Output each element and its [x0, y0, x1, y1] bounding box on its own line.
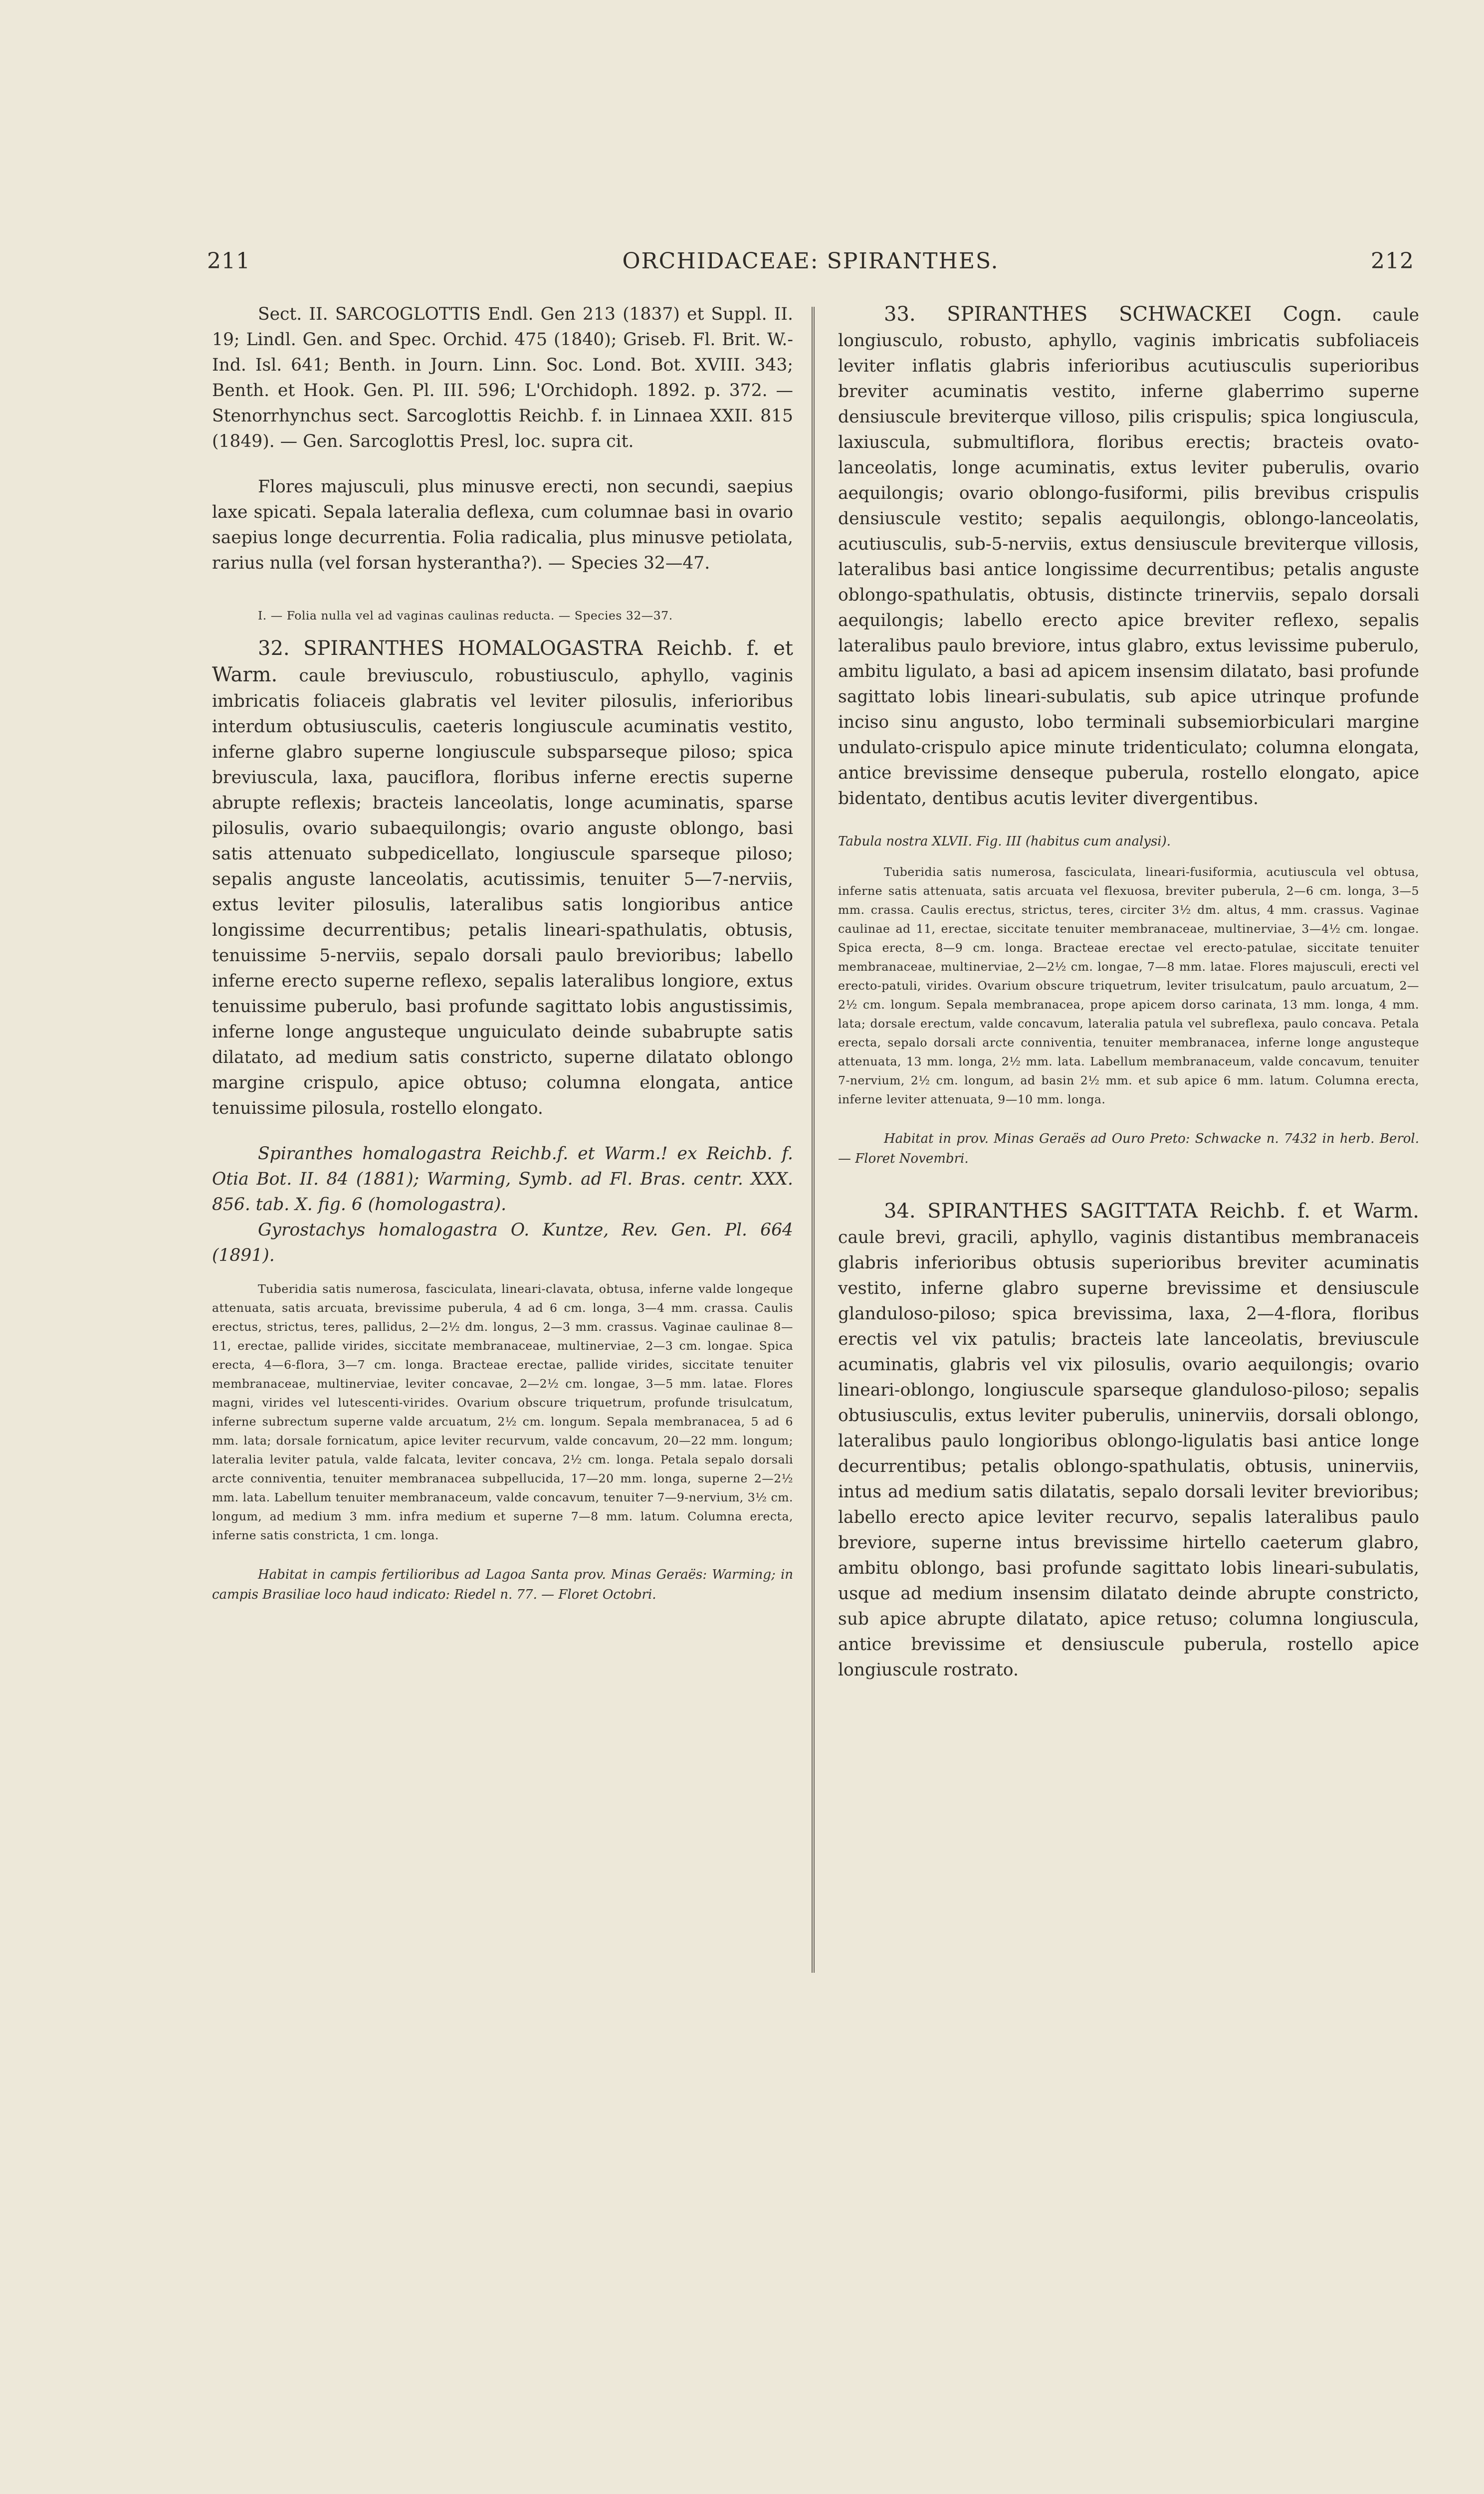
species-32-heading: 32. SPIRANTHES HOMALOGASTRA Reichb. f. et Warm. — [212, 637, 793, 686]
section-citation: Sect. II. SARCOGLOTTIS Endl. Gen 213 (1837) et Suppl. II. 19; Lindl. Gen. and Spec. Orchid. 475 (1840); Griseb. Fl. Brit. W.-Ind. Isl. 641; Benth. in Journ. Linn. Soc. Lond. Bot. XVIII. 343; Benth. et Hook. Gen. Pl. III. 596; L'Orchidoph. 1892. p. 372. — Stenorrhynchus sect. Sarcoglottis Reichb. f. in Linnaea XXII. 815 (1849). — Gen. Sarcoglottis Presl, loc. supra cit. — [212, 304, 793, 451]
page-number-right: 212 — [1371, 248, 1414, 274]
species-32-habitat: Habitat in campis fertilioribus ad Lagoa Santa prov. Minas Geraës: Warming; in campis Brasiliae loco haud indicato: Riedel n. 77. — Floret Octobri. — [212, 1567, 793, 1602]
plate-reference: Tabula nostra XLVII. Fig. III (habitus cum analysi). — [838, 834, 1171, 849]
running-title: ORCHIDACEAE: SPIRANTHES. — [622, 248, 999, 274]
species-34-entry — [838, 1199, 1419, 1683]
section-description: Flores majusculi, plus minusve erecti, non secundi, saepius laxe spicati. Sepala lateralia deflexa, cum columnae basi in ovario saepius longe decurrentia. Folia radicalia, plus minusve petiolata, rarius nulla (vel forsan hysterantha?). — Species 32—47. — [212, 477, 793, 573]
column-divider — [812, 307, 815, 1973]
species-33-entry — [838, 302, 1419, 812]
species-33-heading: 33. SPIRANTHES SCHWACKEI Cogn. — [884, 303, 1342, 326]
species-33-diagnosis: caule longiusculo, robusto, aphyllo, vaginis imbricatis subfoliaceis leviter inflatis glabris inferioribus acutiusculis superioribus breviter acuminatis vestito, inferne glaberrimo superne densiuscule breviterque villoso, pilis crispulis; spica longiuscula, laxiuscula, submultiflora, floribus erectis; bracteis ovato-lanceolatis, longe acuminatis, extus leviter puberulis, ovario aequilongis; ovario oblongo-fusiformi, pilis brevibus crispulis densiuscule vestito; sepalis aequilongis, oblongo-lanceolatis, acutiusculis, sub-5-nerviis, extus densiuscule breviterque villosis, lateralibus basi antice longissime decurrentibus; petalis anguste oblongo-spathulatis, obtusis, distincte trinerviis, sepalo dorsali aequilongis; labello erecto apice breviter reflexo, sepalis lateralibus paulo breviore, intus glabro, extus levissime puberulo, ambitu ligulato, a basi ad apicem insensim dilatato, basi profunde sagittato lobis lineari-subulatis, sub apice utrinque profunde inciso sinu angusto, lobo terminali subsemiorbiculari margine undulato-crispulo apice minute tridenticulato; columna elongata, antice brevissime denseque puberula, rostello elongato, apice bidentato, dentibus acutis leviter divergentibus. — [838, 305, 1420, 809]
species-32-synonym-1: Spiranthes homalogastra Reichb.f. et Warm.! ex Reichb. f. Otia Bot. II. 84 (1881); Warming, Symb. ad Fl. Bras. centr. XXX. 856. tab. X. fig. 6 (homologastra). — [212, 1144, 793, 1215]
key-entry: I. — Folia nulla vel ad vaginas caulinas reducta. — Species 32—37. — [258, 609, 673, 623]
species-32-description: Tuberidia satis numerosa, fasciculata, lineari-clavata, obtusa, inferne valde longeque attenuata, satis arcuata, brevissime puberula, 4 ad 6 cm. longa, 3—4 mm. crassa. Caulis erectus, strictus, teres, pallidus, 2—2½ dm. longus, 2—3 mm. crassus. Vaginae caulinae 8—11, erectae, pallide virides, siccitate membranaceae, multinerviae, 2—3 cm. longae. Spica erecta, 4—6-flora, 3—7 cm. longa. Bracteae erectae, pallide virides, siccitate tenuiter membranaceae, multinerviae, leviter concavae, 2—2½ cm. longae, 3—5 mm. latae. Flores magni, virides vel lutescenti-virides. Ovarium obscure triquetrum, profunde trisulcatum, inferne subrectum superne valde arcuatum, 2½ cm. longum. Sepala membranacea, 5 ad 6 mm. lata; dorsale fornicatum, apice leviter recurvum, valde concavum, 20—22 mm. longum; lateralia leviter patula, valde falcata, leviter concava, 2½ cm. longa. Petala sepalo dorsali arcte conniventia, tenuiter membranacea subpellucida, 17—20 mm. longa, superne 2—2½ mm. lata. Labellum tenuiter membranaceum, valde concavum, tenuiter 7—9-nervium, 3½ cm. longum, ad medium 3 mm. infra medium et superne 7—8 mm. latum. Columna erecta, inferne satis constricta, 1 cm. longa. — [212, 1282, 793, 1542]
species-33-habitat: Habitat in prov. Minas Geraës ad Ouro Preto: Schwacke n. 7432 in herb. Berol. — Floret Novembri. — [838, 1131, 1419, 1166]
page-number-left: 211 — [207, 248, 250, 274]
species-32-entry — [212, 636, 793, 1121]
species-32-diagnosis: caule breviusculo, robustiusculo, aphyllo, vaginis imbricatis foliaceis glabratis vel leviter pilosulis, inferioribus interdum obtusiusculis, caeteris longiuscule acuminatis vestito, inferne glabro superne longiuscule subsparseque piloso; spica breviuscula, laxa, pauciflora, floribus inferne erectis superne abrupte reflexis; bracteis lanceolatis, longe acuminatis, sparse pilosulis, ovario subaequilongis; ovario anguste oblongo, basi satis attenuato subpedicellato, longiuscule sparseque piloso; sepalis anguste lanceolatis, acutissimis, tenuiter 5—7-nerviis, extus leviter pilosulis, lateralibus satis longioribus antice longissime decurrentibus; petalis lineari-spathulatis, obtusis, tenuissime 5-nerviis, sepalo dorsali paulo brevioribus; labello inferne erecto superne reflexo, sepalis lateralibus longiore, extus tenuissime puberulo, basi profunde sagittato lobis angustissimis, inferne longe angusteque unguiculato deinde subabrupte satis dilatato, ad medium satis constricto, superne dilatato oblongo margine crispulo, apice obtuso; columna elongata, antice tenuissime pilosula, rostello elongato. — [212, 666, 793, 1118]
species-34-heading: 34. SPIRANTHES SAGITTATA Reichb. f. et Warm. — [884, 1200, 1419, 1223]
running-header — [207, 248, 1414, 283]
species-34-diagnosis: caule brevi, gracili, aphyllo, vaginis distantibus membranaceis glabris inferioribus obtusis superioribus breviter acuminatis vestito, inferne glabro superne brevissime et densiuscule glanduloso-piloso; spica brevissima, laxa, 2—4-flora, floribus erectis vel vix patulis; bracteis late lanceolatis, breviuscule acuminatis, glabris vel vix pilosulis, ovario aequilongis; ovario lineari-oblongo, longiuscule sparseque glanduloso-piloso; sepalis obtusiusculis, extus leviter puberulis, uninerviis, dorsali oblongo, lateralibus paulo longioribus oblongo-ligulatis basi antice longe decurrentibus; petalis oblongo-spathulatis, obtusis, uninerviis, intus ad medium satis dilatatis, sepalo dorsali leviter brevioribus; labello erecto apice leviter recurvo, sepalis lateralibus paulo breviore, superne intus brevissime hirtello caeterum glabro, ambitu oblongo, basi profunde sagittato lobis lineari-subulatis, usque ad medium insensim dilatato deinde abrupte constricto, sub apice abrupte dilatato, apice retuso; columna longiuscula, antice brevissime et densiuscule puberula, rostello apice longiuscule rostrato. — [838, 1228, 1419, 1680]
left-column — [212, 302, 793, 1605]
right-column — [838, 302, 1419, 1683]
species-32-synonym-2: Gyrostachys homalogastra O. Kuntze, Rev. Gen. Pl. 664 (1891). — [212, 1220, 793, 1265]
species-33-description: Tuberidia satis numerosa, fasciculata, lineari-fusiformia, acutiuscula vel obtusa, inferne satis attenuata, satis arcuata vel flexuosa, breviter puberula, 2—6 cm. longa, 3—5 mm. crassa. Caulis erectus, strictus, teres, circiter 3½ dm. altus, 4 mm. crassus. Vaginae caulinae ad 11, erectae, siccitate tenuiter membranaceae, multinerviae, 3—4½ cm. longae. Spica erecta, 8—9 cm. longa. Bracteae erectae vel erecto-patulae, siccitate tenuiter membranaceae, multinerviae, 2—2½ cm. longae, 7—8 mm. latae. Flores majusculi, erecti vel erecto-patuli, virides. Ovarium obscure triquetrum, leviter trisulcatum, paulo arcuatum, 2—2½ cm. longum. Sepala membranacea, prope apicem dorso carinata, 13 mm. longa, 4 mm. lata; dorsale erectum, valde concavum, lateralia patula vel subreflexa, paulo concava. Petala erecta, sepalo dorsali arcte conniventia, tenuiter membranacea, inferne longe angusteque attenuata, 13 mm. longa, 2½ mm. lata. Labellum membranaceum, valde concavum, tenuiter 7-nervium, 2½ cm. longum, ad basin 2½ mm. et sub apice 6 mm. latum. Columna erecta, inferne leviter attenuata, 9—10 mm. longa. — [838, 865, 1419, 1106]
